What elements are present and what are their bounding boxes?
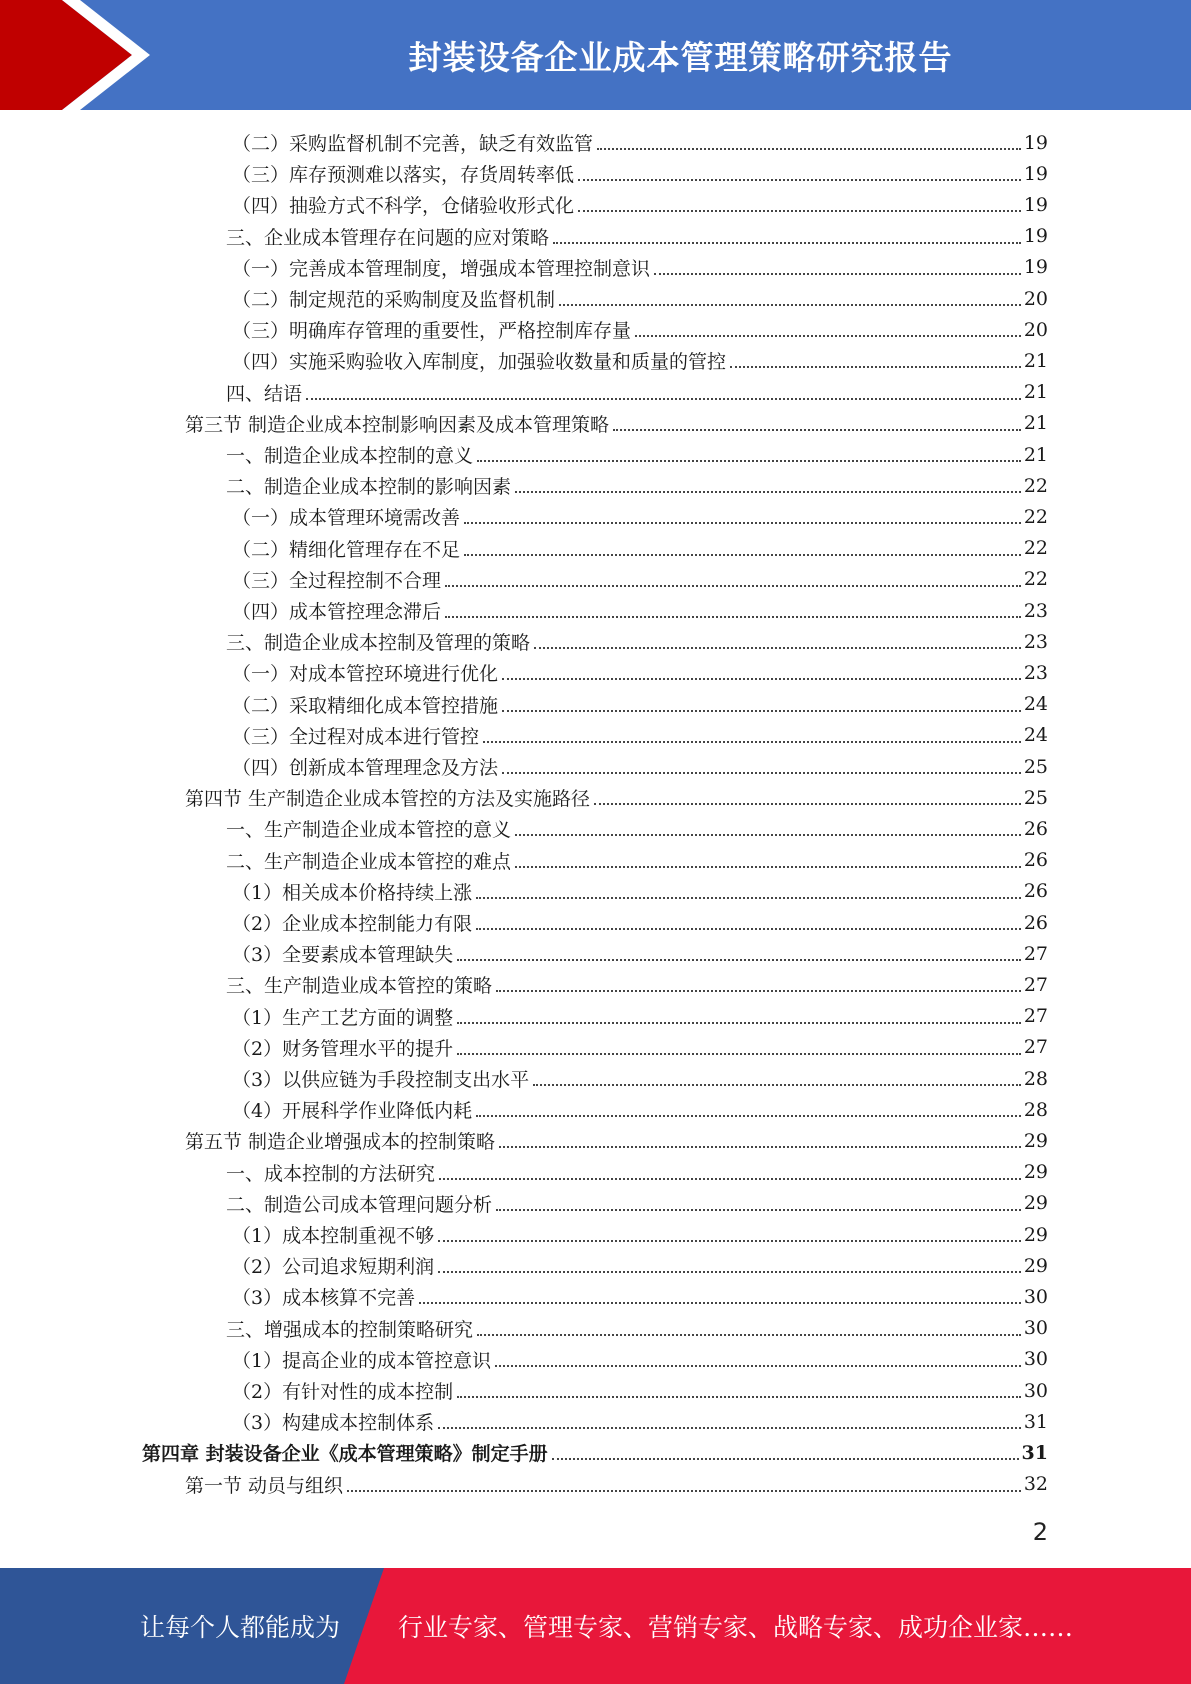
toc-entry[interactable] bbox=[232, 158, 1048, 189]
toc-entry[interactable] bbox=[232, 1250, 1048, 1281]
toc-entry[interactable] bbox=[232, 1281, 1048, 1312]
toc-entry[interactable] bbox=[142, 1437, 1048, 1468]
toc-entry-title: （三）全过程控制不合理 bbox=[232, 569, 442, 592]
toc-dot-leader bbox=[476, 927, 1021, 930]
toc-entry[interactable] bbox=[185, 408, 1048, 439]
toc-entry-page: 22 bbox=[1023, 537, 1048, 560]
toc-entry[interactable] bbox=[232, 564, 1048, 595]
toc-entry-page: 21 bbox=[1023, 381, 1048, 404]
toc-dot-leader bbox=[515, 865, 1021, 868]
toc-dot-leader bbox=[496, 989, 1021, 992]
toc-dot-leader bbox=[594, 802, 1021, 805]
toc-entry-page: 20 bbox=[1023, 287, 1048, 310]
toc-dot-leader bbox=[439, 1177, 1021, 1180]
toc-entry-page: 31 bbox=[1021, 1441, 1048, 1464]
toc-dot-leader bbox=[635, 334, 1021, 337]
toc-entry-title: （3）构建成本控制体系 bbox=[232, 1412, 435, 1435]
toc-entry[interactable] bbox=[226, 845, 1048, 876]
toc-entry-title: 一、生产制造企业成本管控的意义 bbox=[226, 819, 512, 842]
toc-entry-page: 30 bbox=[1023, 1379, 1048, 1402]
toc-entry-page: 21 bbox=[1023, 349, 1048, 372]
toc-entry-title: 三、生产制造业成本管控的策略 bbox=[226, 975, 493, 998]
header-chevron-decoration bbox=[0, 0, 160, 110]
toc-entry[interactable] bbox=[232, 1032, 1048, 1063]
toc-dot-leader bbox=[502, 709, 1021, 712]
toc-entry-title: 三、企业成本管理存在问题的应对策略 bbox=[226, 226, 550, 249]
toc-entry[interactable] bbox=[232, 283, 1048, 314]
toc-entry[interactable] bbox=[185, 782, 1048, 813]
toc-entry[interactable] bbox=[185, 1125, 1048, 1156]
toc-entry-title: 第三节 制造企业成本控制影响因素及成本管理策略 bbox=[185, 413, 610, 436]
toc-entry-page: 20 bbox=[1023, 318, 1048, 341]
toc-entry-title: （1）相关成本价格持续上涨 bbox=[232, 881, 473, 904]
toc-entry[interactable] bbox=[232, 689, 1048, 720]
toc-entry-page: 19 bbox=[1023, 225, 1048, 248]
toc-entry-title: （1）生产工艺方面的调整 bbox=[232, 1006, 454, 1029]
toc-dot-leader bbox=[654, 272, 1021, 275]
toc-dot-leader bbox=[533, 1083, 1021, 1086]
toc-entry[interactable] bbox=[185, 1469, 1048, 1500]
toc-entry-title: （3）以供应链为手段控制支出水平 bbox=[232, 1069, 530, 1091]
toc-entry-page: 27 bbox=[1023, 1005, 1048, 1028]
toc-dot-leader bbox=[552, 1457, 1019, 1460]
toc-entry[interactable] bbox=[226, 377, 1048, 408]
toc-entry-title: （2）公司追求短期利润 bbox=[232, 1256, 435, 1279]
toc-dot-leader bbox=[438, 1426, 1021, 1429]
toc-entry[interactable] bbox=[232, 1063, 1048, 1094]
toc-entry[interactable] bbox=[232, 314, 1048, 345]
document-title: 封装设备企业成本管理策略研究报告 bbox=[408, 37, 953, 77]
toc-entry[interactable] bbox=[232, 127, 1048, 158]
toc-entry-title: （三）全过程对成本进行管控 bbox=[232, 725, 480, 748]
toc-dot-leader bbox=[515, 490, 1021, 493]
toc-entry-page: 28 bbox=[1023, 1098, 1048, 1121]
toc-entry-page: 29 bbox=[1023, 1254, 1048, 1277]
toc-entry-title: 第四章 封装设备企业《成本管理策略》制定手册 bbox=[142, 1443, 548, 1466]
toc-entry-page: 30 bbox=[1023, 1317, 1048, 1340]
toc-entry[interactable] bbox=[232, 1406, 1048, 1437]
toc-entry-title: （二）制定规范的采购制度及监督机制 bbox=[232, 289, 556, 311]
toc-entry-title: （三）明确库存管理的重要性，严格控制库存量 bbox=[232, 320, 632, 343]
footer-slogan-right: 行业专家、管理专家、营销专家、战略专家、成功企业家…… bbox=[398, 1613, 1074, 1642]
page-number: 2 bbox=[1032, 1518, 1048, 1546]
toc-dot-leader bbox=[457, 1052, 1021, 1055]
page-footer bbox=[0, 1568, 1191, 1684]
toc-dot-leader bbox=[445, 584, 1021, 587]
toc-entry-title: （四）抽验方式不科学，仓储验收形式化 bbox=[232, 195, 575, 218]
toc-dot-leader bbox=[496, 1208, 1021, 1211]
toc-entry[interactable] bbox=[232, 657, 1048, 688]
toc-entry[interactable] bbox=[226, 969, 1048, 1000]
toc-entry[interactable] bbox=[232, 1001, 1048, 1032]
toc-entry-title: （二）精细化管理存在不足 bbox=[232, 538, 461, 561]
toc-entry-page: 29 bbox=[1023, 1161, 1048, 1184]
toc-entry-page: 27 bbox=[1023, 973, 1048, 996]
toc-entry[interactable] bbox=[226, 813, 1048, 844]
toc-entry[interactable] bbox=[232, 345, 1048, 376]
toc-entry-page: 25 bbox=[1023, 786, 1048, 809]
toc-entry[interactable] bbox=[232, 1219, 1048, 1250]
toc-entry-title: 二、制造公司成本管理问题分析 bbox=[226, 1193, 493, 1216]
toc-entry[interactable] bbox=[232, 907, 1048, 938]
toc-dot-leader bbox=[438, 1270, 1021, 1273]
toc-entry[interactable] bbox=[232, 501, 1048, 532]
toc-entry-title: （2）企业成本控制能力有限 bbox=[232, 913, 473, 935]
toc-entry[interactable] bbox=[226, 470, 1048, 501]
toc-entry[interactable] bbox=[232, 938, 1048, 969]
toc-dot-leader bbox=[457, 1021, 1021, 1024]
toc-entry-page: 28 bbox=[1023, 1067, 1048, 1090]
toc-entry-page: 22 bbox=[1023, 505, 1048, 528]
toc-entry[interactable] bbox=[226, 1188, 1048, 1219]
toc-entry-page: 24 bbox=[1023, 724, 1048, 747]
toc-entry-page: 19 bbox=[1023, 162, 1048, 185]
toc-entry-page: 24 bbox=[1023, 693, 1048, 716]
toc-dot-leader bbox=[476, 896, 1021, 899]
toc-dot-leader bbox=[347, 1489, 1021, 1492]
toc-entry-title: 第一节 动员与组织 bbox=[185, 1474, 344, 1497]
toc-entry-page: 30 bbox=[1023, 1285, 1048, 1308]
toc-entry-title: （2）财务管理水平的提升 bbox=[232, 1037, 454, 1060]
toc-entry-title: （1）成本控制重视不够 bbox=[232, 1225, 435, 1247]
toc-entry-page: 19 bbox=[1023, 193, 1048, 216]
toc-entry-title: （3）全要素成本管理缺失 bbox=[232, 944, 454, 967]
toc-dot-leader bbox=[495, 1364, 1021, 1367]
toc-entry-title: 四、结语 bbox=[226, 382, 303, 405]
toc-entry-title: （一）对成本管控环境进行优化 bbox=[232, 663, 499, 686]
toc-dot-leader bbox=[464, 553, 1021, 556]
toc-entry-title: 二、生产制造企业成本管控的难点 bbox=[226, 850, 512, 873]
toc-dot-leader bbox=[502, 771, 1021, 774]
toc-entry-page: 32 bbox=[1023, 1473, 1048, 1496]
toc-entry-title: （四）创新成本管理理念及方法 bbox=[232, 757, 499, 779]
toc-entry-title: （二）采购监督机制不完善，缺乏有效监管 bbox=[232, 133, 594, 155]
toc-dot-leader bbox=[597, 147, 1021, 150]
page-header bbox=[0, 0, 1191, 110]
toc-entry-page: 30 bbox=[1023, 1348, 1048, 1371]
toc-entry-page: 22 bbox=[1023, 474, 1048, 497]
toc-entry-page: 26 bbox=[1023, 817, 1048, 840]
toc-entry-page: 26 bbox=[1023, 849, 1048, 872]
toc-dot-leader bbox=[613, 428, 1021, 431]
toc-entry-title: （一）完善成本管理制度，增强成本管理控制意识 bbox=[232, 257, 651, 280]
toc-entry-title: （3）成本核算不完善 bbox=[232, 1287, 416, 1310]
toc-entry-title: 第五节 制造企业增强成本的控制策略 bbox=[185, 1131, 496, 1154]
toc-entry-page: 21 bbox=[1023, 443, 1048, 466]
toc-dot-leader bbox=[730, 365, 1021, 368]
toc-entry-title: （三）库存预测难以落实，存货周转率低 bbox=[232, 164, 575, 187]
toc-entry-title: 第四节 生产制造企业成本管控的方法及实施路径 bbox=[185, 788, 591, 811]
toc-entry[interactable] bbox=[232, 1344, 1048, 1375]
toc-entry-page: 27 bbox=[1023, 1036, 1048, 1059]
toc-entry-title: （四）成本管控理念滞后 bbox=[232, 601, 442, 623]
toc-entry-title: （1）提高企业的成本管控意识 bbox=[232, 1349, 492, 1372]
toc-entry-title: （2）有针对性的成本控制 bbox=[232, 1381, 454, 1403]
toc-entry[interactable] bbox=[232, 595, 1048, 626]
toc-entry[interactable] bbox=[232, 189, 1048, 220]
toc-dot-leader bbox=[306, 397, 1021, 400]
toc-entry-page: 29 bbox=[1023, 1192, 1048, 1215]
toc-entry-page: 23 bbox=[1023, 630, 1048, 653]
toc-entry[interactable] bbox=[226, 626, 1048, 657]
toc-entry-page: 23 bbox=[1023, 599, 1048, 622]
toc-entry[interactable] bbox=[226, 439, 1048, 470]
toc-entry-page: 19 bbox=[1023, 131, 1048, 154]
toc-dot-leader bbox=[457, 958, 1021, 961]
toc-entry-page: 19 bbox=[1023, 256, 1048, 279]
toc-entry-title: 二、制造企业成本控制的影响因素 bbox=[226, 476, 512, 499]
toc-dot-leader bbox=[464, 521, 1021, 524]
toc-dot-leader bbox=[457, 1395, 1021, 1398]
toc-dot-leader bbox=[438, 1239, 1021, 1242]
toc-entry[interactable] bbox=[232, 533, 1048, 564]
toc-dot-leader bbox=[483, 740, 1021, 743]
toc-entry-page: 29 bbox=[1023, 1223, 1048, 1246]
toc-entry-title: （一）成本管理环境需改善 bbox=[232, 507, 461, 530]
toc-dot-leader bbox=[553, 241, 1021, 244]
toc-entry-page: 21 bbox=[1023, 412, 1048, 435]
toc-entry[interactable] bbox=[232, 252, 1048, 283]
toc-entry[interactable] bbox=[232, 1094, 1048, 1125]
toc-entry-title: （4）开展科学作业降低内耗 bbox=[232, 1100, 473, 1123]
toc-entry-title: （四）实施采购验收入库制度，加强验收数量和质量的管控 bbox=[232, 351, 727, 374]
toc-entry-page: 31 bbox=[1023, 1410, 1048, 1433]
toc-entry-title: 三、制造企业成本控制及管理的策略 bbox=[226, 632, 531, 655]
toc-entry-title: 一、制造企业成本控制的意义 bbox=[226, 445, 474, 467]
toc-dot-leader bbox=[559, 303, 1021, 306]
toc-entry-page: 26 bbox=[1023, 880, 1048, 903]
toc-entry-page: 26 bbox=[1023, 911, 1048, 934]
toc-dot-leader bbox=[515, 833, 1021, 836]
toc-dot-leader bbox=[477, 1333, 1021, 1336]
toc-entry[interactable] bbox=[232, 720, 1048, 751]
toc-entry-page: 22 bbox=[1023, 568, 1048, 591]
toc-entry-title: 三、增强成本的控制策略研究 bbox=[226, 1318, 474, 1341]
toc-dot-leader bbox=[419, 1301, 1021, 1304]
toc-entry-title: （二）采取精细化成本管控措施 bbox=[232, 694, 499, 717]
toc-dot-leader bbox=[476, 1114, 1021, 1117]
toc-entry[interactable] bbox=[232, 751, 1048, 782]
toc-entry-page: 25 bbox=[1023, 755, 1048, 778]
toc-entry-page: 23 bbox=[1023, 661, 1048, 684]
toc-entry[interactable] bbox=[226, 1157, 1048, 1188]
toc-entry-page: 29 bbox=[1023, 1129, 1048, 1152]
toc-dot-leader bbox=[499, 1145, 1021, 1148]
toc-dot-leader bbox=[578, 178, 1021, 181]
toc-entry[interactable] bbox=[232, 1375, 1048, 1406]
toc-dot-leader bbox=[445, 615, 1021, 618]
toc-entry[interactable] bbox=[226, 221, 1048, 252]
toc-dot-leader bbox=[477, 459, 1021, 462]
toc-entry-title: 一、成本控制的方法研究 bbox=[226, 1162, 436, 1185]
toc-entry[interactable] bbox=[226, 1313, 1048, 1344]
toc-dot-leader bbox=[534, 646, 1021, 649]
toc-entry-page: 27 bbox=[1023, 942, 1048, 965]
toc-dot-leader bbox=[502, 677, 1021, 680]
toc-entry[interactable] bbox=[232, 876, 1048, 907]
toc-dot-leader bbox=[578, 209, 1021, 212]
footer-slogan-left: 让每个人都能成为 bbox=[140, 1613, 341, 1642]
